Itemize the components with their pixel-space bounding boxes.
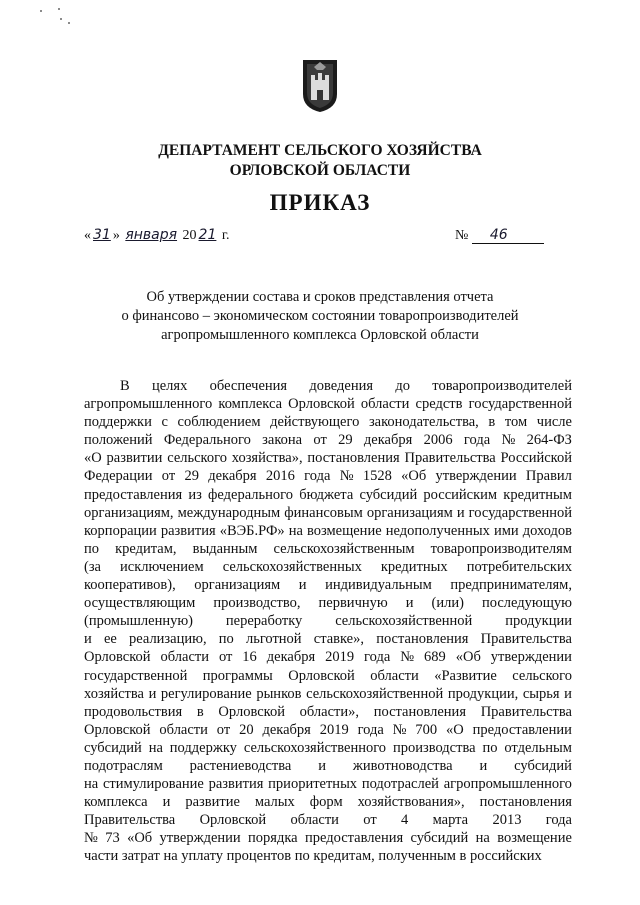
body-word: «Развитие <box>434 667 497 684</box>
body-word: на <box>475 830 490 847</box>
body-word: числе <box>536 414 572 431</box>
body-word: «О <box>84 450 102 467</box>
body-word: хозяйства <box>84 685 144 702</box>
department-name-line2: ОРЛОВСКОЙ ОБЛАСТИ <box>229 162 411 179</box>
department-name-line1: ДЕПАРТАМЕНТ СЕЛЬСКОГО ХОЗЯЙСТВА <box>158 142 482 159</box>
body-word: осуществляющим <box>84 595 196 612</box>
body-line <box>84 395 572 413</box>
body-word: комплекса <box>218 396 283 413</box>
body-word: В <box>120 378 130 394</box>
body-word: доведения <box>309 378 374 394</box>
body-word: (за <box>84 558 101 575</box>
body-word: на <box>148 739 163 756</box>
body-line <box>84 431 572 449</box>
body-word: субсидий <box>514 757 572 774</box>
body-word: подотраслям <box>84 757 163 774</box>
body-word: декабря <box>266 649 316 666</box>
order-subject <box>0 288 640 345</box>
body-word: на <box>288 522 303 539</box>
body-word: процентов <box>226 848 292 865</box>
body-word: индивидуальным <box>325 577 432 594</box>
body-word: развитии <box>106 450 163 467</box>
body-word: продукции, <box>447 685 519 702</box>
body-word: ими <box>493 522 519 539</box>
body-word: и <box>479 757 488 774</box>
date-year-prefix: 20 <box>182 228 197 243</box>
body-word: Правительства <box>480 703 572 720</box>
body-word: малых <box>254 794 295 811</box>
body-word: закона <box>262 432 303 449</box>
body-line <box>84 775 572 793</box>
body-word: товаропроизводителям <box>430 540 572 557</box>
body-line <box>84 811 572 829</box>
body-line <box>84 377 572 395</box>
body-word: из <box>188 486 202 503</box>
body-word: кредитам, <box>115 540 177 557</box>
body-word: комплекса <box>84 794 148 811</box>
body-word: по <box>482 739 498 756</box>
body-word: бюджета <box>299 486 354 503</box>
body-word: Правил <box>525 468 572 485</box>
body-word: (промышленную) <box>84 613 193 630</box>
body-word: от <box>363 812 377 829</box>
body-word: года <box>364 649 391 666</box>
body-word: Орловской <box>84 649 151 666</box>
body-word: производство, <box>213 595 301 612</box>
body-word: «Об <box>455 649 481 666</box>
body-line <box>84 847 572 865</box>
scan-artifact-dots <box>38 8 78 26</box>
body-word: первичную <box>318 595 388 612</box>
body-word: Федерального <box>163 432 251 449</box>
body-word: в <box>196 703 204 720</box>
body-line <box>84 721 572 739</box>
body-word: затрат <box>121 848 160 865</box>
body-word: Орловской <box>84 721 151 738</box>
body-word: 29 <box>338 432 353 449</box>
body-word: года <box>357 721 384 738</box>
body-word: и <box>84 631 92 648</box>
date-open-quote: « <box>84 228 91 243</box>
date-month: января <box>125 227 178 243</box>
body-word: области», <box>299 703 360 720</box>
body-word: растениеводства <box>189 757 292 774</box>
body-word: постановления <box>307 450 400 467</box>
body-word: государственной <box>468 396 572 413</box>
body-word: области <box>160 649 209 666</box>
body-word: 29 <box>184 468 199 485</box>
order-date <box>84 227 230 244</box>
body-word: от <box>216 721 231 738</box>
body-word: «ВЭБ.РФ» <box>219 522 285 539</box>
body-word: возмещение <box>306 522 382 539</box>
body-line <box>84 612 572 630</box>
body-line <box>84 739 572 757</box>
body-word: сырья <box>522 685 560 702</box>
body-word: поддержку <box>169 739 237 756</box>
body-word: российских <box>470 848 542 865</box>
body-word: отдельным <box>504 739 572 756</box>
subject-line: Об утверждении состава и сроков представления отчета <box>146 289 494 305</box>
body-word: на <box>163 848 178 865</box>
body-word: стимулирование <box>102 776 204 793</box>
body-line <box>84 667 572 685</box>
body-word: рынков <box>256 685 302 702</box>
body-word: «О <box>446 721 464 738</box>
body-word: организациям <box>194 577 281 594</box>
body-word: № <box>339 468 354 485</box>
body-word: уплату <box>181 848 223 865</box>
body-word: области <box>159 721 208 738</box>
body-word: сельскохозяйственных <box>222 558 362 575</box>
body-word: Федерации <box>84 468 153 485</box>
body-word: ставке», <box>313 631 364 648</box>
body-line <box>84 594 572 612</box>
body-word: утверждении <box>159 830 241 847</box>
body-line <box>84 558 572 576</box>
body-word: хозяйствования», <box>357 794 465 811</box>
body-word: предоставлении <box>472 721 572 738</box>
body-word: производства <box>392 739 476 756</box>
body-line <box>84 630 572 648</box>
body-word: субсидий <box>410 830 469 847</box>
body-word: товаропроизводителей <box>432 378 572 394</box>
body-word: года <box>545 812 572 829</box>
body-line <box>84 757 572 775</box>
body-word: хозяйства», <box>231 450 303 467</box>
body-word: соблюдением <box>177 414 261 431</box>
body-word: года <box>463 432 491 449</box>
body-word: продовольствия <box>84 703 183 720</box>
body-line <box>84 793 572 811</box>
coat-of-arms-icon <box>300 58 340 114</box>
body-word: от <box>161 468 176 485</box>
body-word: области <box>290 812 339 829</box>
body-word: том <box>504 414 528 431</box>
body-word: Орловской <box>199 812 267 829</box>
body-word: 20 <box>239 721 254 738</box>
body-word: от <box>218 649 233 666</box>
body-word: потребительских <box>466 558 572 575</box>
body-line <box>84 829 572 847</box>
body-word: агропромышленного <box>84 396 213 413</box>
body-word: выданным <box>192 540 258 557</box>
date-close-quote: » <box>112 228 120 243</box>
document-type-title: ПРИКАЗ <box>269 190 371 215</box>
body-word: Орловской <box>288 667 355 684</box>
body-word: 4 <box>401 812 409 829</box>
body-word: утверждении <box>490 649 572 666</box>
order-body-text <box>84 377 572 866</box>
body-word: полученным <box>378 848 456 865</box>
body-word: переработку <box>225 613 303 630</box>
body-word: и <box>405 595 414 612</box>
body-word: (или) <box>431 595 464 612</box>
body-word: развитие <box>185 794 240 811</box>
date-day: 31 <box>93 227 111 243</box>
body-word: корпорации <box>84 522 157 539</box>
body-word: субсидий <box>84 739 142 756</box>
body-word: развития <box>208 776 264 793</box>
body-word: форм <box>309 794 343 811</box>
body-word: организациям, <box>84 504 174 521</box>
body-word: регулирование <box>160 685 252 702</box>
body-word: сельскохозяйственного <box>243 739 387 756</box>
body-line <box>84 576 572 594</box>
body-word: в <box>459 848 467 865</box>
body-word: исключением <box>120 558 204 575</box>
body-word: и <box>148 685 157 702</box>
body-word: 700 <box>415 721 438 738</box>
body-line <box>84 522 572 540</box>
body-word: кредитам, <box>313 848 375 865</box>
number-label: № <box>455 228 469 243</box>
subject-line: агропромышленного комплекса Орловской области <box>161 327 479 343</box>
body-word: организациям <box>366 504 453 521</box>
body-word: от <box>313 432 327 449</box>
body-line <box>84 703 572 721</box>
body-word: кредитных <box>380 558 448 575</box>
body-word: действующего <box>270 414 360 431</box>
body-line <box>84 685 572 703</box>
body-word: постановления <box>373 703 466 720</box>
body-word: «Об <box>401 468 427 485</box>
body-word: федерального <box>208 486 293 503</box>
body-word: поддержки <box>84 414 152 431</box>
body-word: законодательства, <box>368 414 479 431</box>
body-word: государственной <box>84 667 188 684</box>
subject-line: о финансово – экономическом состоянии товаропроизводителей <box>121 308 519 324</box>
date-year-unit: г. <box>221 228 230 243</box>
body-word: возмещение <box>497 830 572 847</box>
body-word: части <box>84 848 119 865</box>
body-word: обеспечения <box>209 378 288 394</box>
body-word: международным <box>177 504 281 521</box>
body-word: порядка <box>248 830 298 847</box>
body-word: и <box>298 577 307 594</box>
body-word: сельского <box>167 450 227 467</box>
body-word: животноводства <box>352 757 453 774</box>
body-line <box>84 540 572 558</box>
body-word: предоставления <box>84 486 183 503</box>
body-word: Правительства <box>404 450 496 467</box>
body-word: «Об <box>127 830 153 847</box>
body-word: области <box>370 667 419 684</box>
body-word: 73 <box>105 830 120 847</box>
body-word: недополученных <box>385 522 490 539</box>
body-word: с <box>161 414 168 431</box>
body-line <box>84 648 572 666</box>
body-word: по <box>294 848 310 865</box>
body-word: и <box>456 504 465 521</box>
body-word: в <box>488 414 496 431</box>
body-word: российским <box>423 486 498 503</box>
body-word: декабря <box>208 468 257 485</box>
body-word: Правительства <box>480 631 572 648</box>
body-line <box>84 413 572 431</box>
body-word: 2013 <box>492 812 522 829</box>
body-word: и <box>318 757 326 774</box>
body-word: агропромышленного <box>443 776 572 793</box>
body-word: сельскохозяйственным <box>273 540 415 557</box>
body-word: доходов <box>522 522 572 539</box>
body-word: ее <box>103 631 117 648</box>
body-word: декабря <box>363 432 413 449</box>
body-word: Орловской <box>288 396 355 413</box>
body-word: по <box>218 631 234 648</box>
body-word: 264-ФЗ <box>526 432 572 449</box>
body-word: и <box>162 794 171 811</box>
body-line <box>84 486 572 504</box>
body-word: предпринимателям, <box>450 577 572 594</box>
body-word: до <box>395 378 410 394</box>
date-year-suffix: 21 <box>198 227 217 243</box>
body-word: на <box>84 776 99 793</box>
body-word: № <box>400 649 415 666</box>
body-word: реализацию, <box>129 631 207 648</box>
body-word: постановления <box>479 794 572 811</box>
body-word: программы <box>202 667 273 684</box>
body-word: 689 <box>424 649 446 666</box>
body-word: по <box>84 540 100 557</box>
body-word: и <box>564 685 572 702</box>
body-word: сельского <box>512 667 572 684</box>
body-word: кредитным <box>503 486 572 503</box>
body-word: кооперативов), <box>84 577 176 594</box>
body-word: развития <box>160 522 216 539</box>
body-word: 2016 <box>265 468 295 485</box>
body-word: утверждении <box>435 468 517 485</box>
body-word: марта <box>432 812 469 829</box>
body-word: сельскохозяйственной <box>335 613 473 630</box>
body-word: Орловской <box>218 703 285 720</box>
body-word: № <box>501 432 516 449</box>
body-word: субсидий <box>359 486 418 503</box>
body-word: Правительства <box>84 812 176 829</box>
body-word: Российской <box>500 450 572 467</box>
body-word: государственной <box>468 504 572 521</box>
body-word: средств <box>415 396 463 413</box>
body-word: финансовым <box>284 504 363 521</box>
body-word: 2019 <box>325 649 355 666</box>
body-word: последующую <box>481 595 572 612</box>
order-number <box>455 227 544 244</box>
body-word: продукции <box>505 613 572 630</box>
body-word: 1528 <box>362 468 392 485</box>
body-line <box>84 504 572 522</box>
body-word: № <box>392 721 407 738</box>
body-word: предоставления <box>304 830 404 847</box>
body-word: сельскохозяйственной <box>306 685 444 702</box>
body-word: целях <box>151 378 188 394</box>
body-word: № <box>84 830 98 847</box>
body-word: 2019 <box>319 721 349 738</box>
body-word: льготной <box>245 631 302 648</box>
body-line <box>84 449 572 467</box>
body-word: постановления <box>376 631 469 648</box>
body-word: области <box>360 396 410 413</box>
number-value: 46 <box>472 227 544 244</box>
body-word: приоритетных <box>268 776 358 793</box>
body-word: подотраслей <box>361 776 439 793</box>
body-line <box>84 467 572 485</box>
body-word: положений <box>84 432 153 449</box>
body-word: года <box>304 468 331 485</box>
body-word: декабря <box>262 721 311 738</box>
body-word: 2006 <box>423 432 453 449</box>
body-word: 16 <box>242 649 257 666</box>
